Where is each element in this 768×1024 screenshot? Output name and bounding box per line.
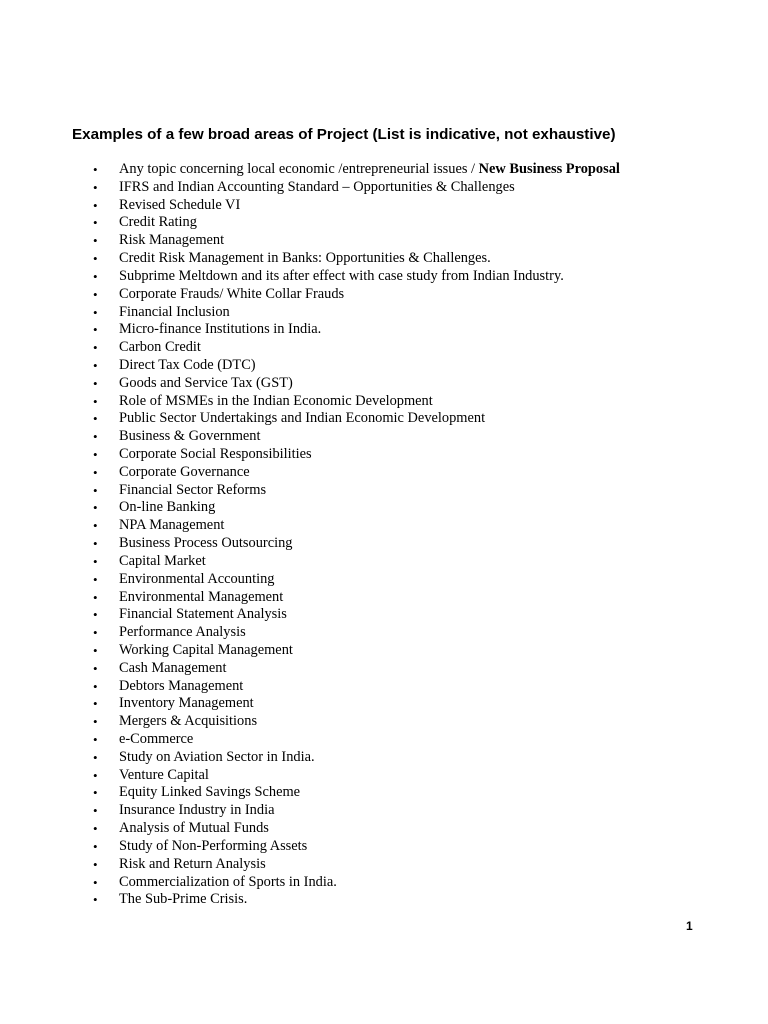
page-number: 1 — [686, 919, 693, 933]
bullet-icon: • — [93, 749, 98, 765]
list-item-text — [119, 161, 620, 179]
list-item-text: Environmental Accounting — [119, 570, 275, 587]
list-item-text: Financial Statement Analysis — [119, 606, 287, 623]
list-item-text: Credit Risk Management in Banks: Opportunities & Challenges. — [119, 250, 491, 267]
list-item-text: Role of MSMEs in the Indian Economic Development — [119, 392, 433, 409]
list-item-text: Analysis of Mutual Funds — [119, 820, 269, 837]
bullet-icon: • — [93, 553, 98, 569]
bullet-icon: • — [93, 874, 98, 890]
bullet-icon: • — [93, 767, 98, 783]
bullet-icon: • — [93, 732, 98, 747]
list-item-text: Corporate Frauds/ White Collar Frauds — [119, 285, 345, 302]
list-item-text: IFRS and Indian Accounting Standard – Opportunities & Challenges — [119, 178, 515, 195]
list-item-text: Corporate Governance — [119, 463, 250, 480]
page-heading: Examples of a few broad areas of Project (List is indicative, not exhaustive) — [72, 126, 616, 143]
list-item-text: Inventory Management — [119, 695, 254, 712]
list-item-text: NPA Management — [119, 517, 225, 534]
bullet-icon: • — [93, 447, 98, 462]
bullet-icon: • — [93, 642, 98, 658]
list-item-text: Environmental Management — [119, 588, 284, 605]
list-item-text: Micro-finance Institutions in India. — [119, 321, 322, 338]
list-item-text: Insurance Industry in India — [119, 802, 275, 819]
bullet-icon: • — [93, 518, 98, 534]
bullet-icon: • — [93, 696, 98, 712]
bullet-icon: • — [93, 179, 98, 195]
bullet-icon: • — [93, 162, 98, 177]
bullet-icon: • — [93, 803, 98, 819]
bullet-icon: • — [93, 625, 98, 641]
bullet-icon: • — [93, 304, 98, 320]
bullet-icon: • — [93, 393, 98, 409]
bullet-icon: • — [93, 678, 98, 694]
list-item-text: Risk and Return Analysis — [119, 855, 266, 872]
list-item-text: Performance Analysis — [119, 624, 246, 641]
list-item-text: Business Process Outsourcing — [119, 535, 293, 552]
bullet-icon: • — [93, 340, 98, 356]
list-item-text: Mergers & Acquisitions — [119, 713, 258, 730]
bullet-icon: • — [93, 607, 98, 623]
bullet-icon: • — [93, 251, 98, 267]
list-item-text: Study on Aviation Sector in India. — [119, 748, 315, 765]
list-item-text: Cash Management — [119, 659, 227, 676]
bullet-icon: • — [93, 856, 98, 872]
list-item-text: Direct Tax Code (DTC) — [119, 356, 256, 373]
bullet-icon: • — [93, 286, 98, 302]
list-item-text: Corporate Social Responsibilities — [119, 446, 312, 462]
bullet-icon: • — [93, 785, 98, 801]
list-item-text: Carbon Credit — [119, 339, 201, 356]
list-item-text: Financial Inclusion — [119, 303, 230, 320]
list-item-text: Venture Capital — [119, 766, 209, 783]
bullet-icon: • — [93, 464, 98, 480]
list-item-text: Equity Linked Savings Scheme — [119, 784, 301, 801]
bullet-icon: • — [93, 536, 98, 552]
bullet-icon: • — [93, 589, 98, 605]
bullet-icon: • — [93, 429, 98, 445]
list-item-text: Financial Sector Reforms — [119, 481, 267, 498]
list-item-text: Revised Schedule VI — [119, 196, 241, 213]
list-item-text: e-Commerce — [119, 731, 194, 747]
bullet-icon: • — [93, 375, 98, 391]
list-item-text: Business & Government — [119, 428, 261, 445]
list-item-text: Credit Rating — [119, 214, 197, 231]
list-item-bold-text: New Business Proposal — [478, 161, 620, 177]
bullet-icon: • — [93, 197, 98, 213]
list-item-text: Subprime Meltdown and its after effect with case study from Indian Industry. — [119, 267, 564, 284]
list-item-text: Public Sector Undertakings and Indian Economic Development — [119, 410, 486, 427]
bullet-icon: • — [93, 714, 98, 730]
list-item-text: Working Capital Management — [119, 641, 293, 658]
bullet-icon: • — [93, 411, 98, 427]
list-item-text: Debtors Management — [119, 677, 244, 694]
bullet-icon: • — [93, 357, 98, 373]
list-item-text: Capital Market — [119, 552, 206, 569]
bullet-icon: • — [93, 482, 98, 498]
list-item-text: The Sub-Prime Crisis. — [119, 891, 248, 908]
bullet-icon: • — [93, 500, 98, 516]
bullet-icon: • — [93, 838, 98, 854]
list-item-text: Commercialization of Sports in India. — [119, 873, 337, 890]
bullet-icon: • — [93, 233, 98, 249]
list-item-text: Study of Non-Performing Assets — [119, 837, 308, 854]
bullet-icon: • — [93, 821, 98, 837]
list-item-text: Risk Management — [119, 232, 225, 249]
bullet-icon: • — [93, 268, 98, 284]
bullet-icon: • — [93, 660, 98, 676]
bullet-icon: • — [93, 215, 98, 231]
list-item-text: Goods and Service Tax (GST) — [119, 374, 293, 391]
bullet-icon: • — [93, 892, 98, 908]
list-item-regular-text: Any topic concerning local economic /entrepreneurial issues / — [119, 161, 479, 177]
bullet-icon: • — [93, 322, 98, 338]
list-item-text: On-line Banking — [119, 499, 216, 516]
bullet-icon: • — [93, 571, 98, 587]
